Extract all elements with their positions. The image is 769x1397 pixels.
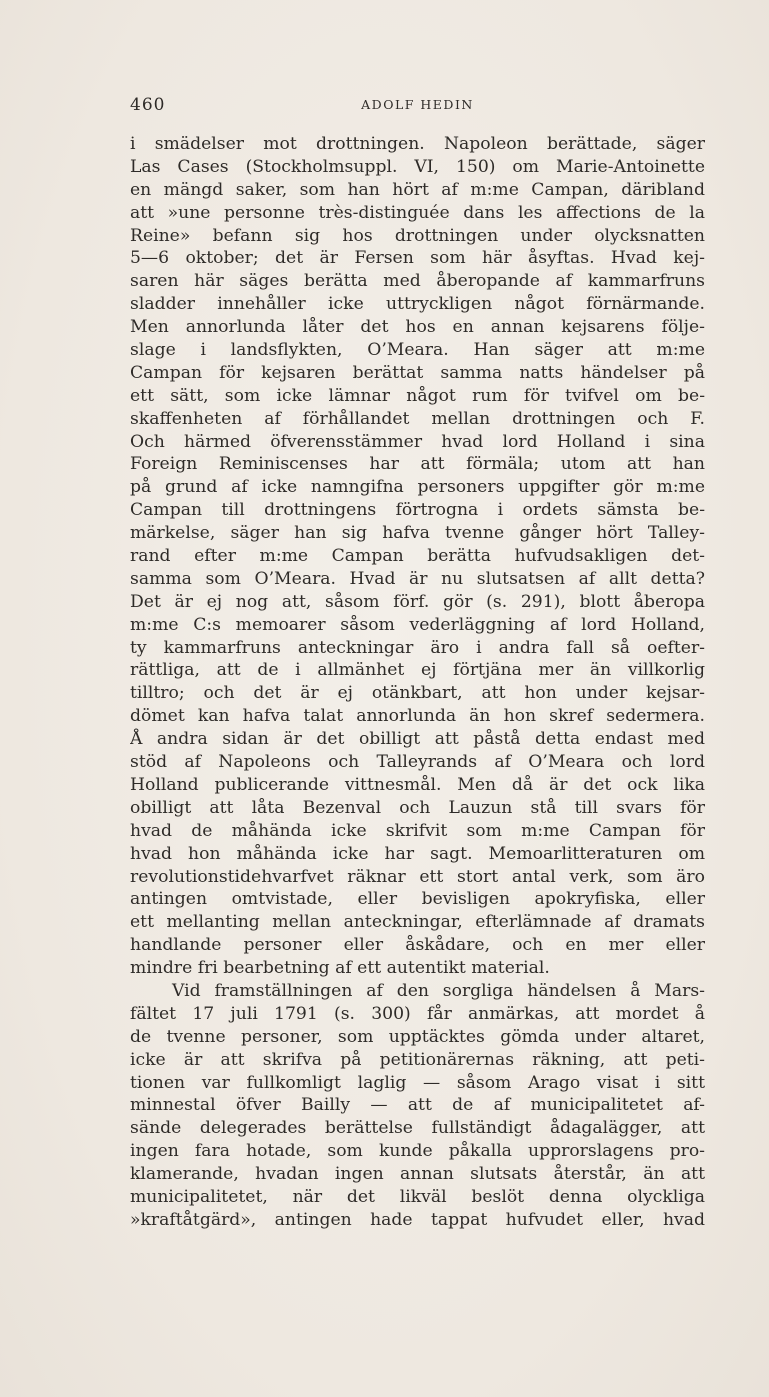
text-line: ett mellanting mellan anteckningar, efterlämnade af dramats [130, 912, 705, 933]
text-line: Reine» befann sig hos drottningen under olycksnatten [130, 225, 705, 246]
text-line: revolutionstidehvarfvet räknar ett stort antal verk, som äro [130, 866, 705, 887]
text-line: att »une personne très-distinguée dans les affections de la [130, 202, 705, 223]
text-line: Holland publicerande vittnesmål. Men då är det ock lika [130, 774, 705, 795]
text-line: slage i landsflykten, O’Meara. Han säger att m:me [130, 340, 705, 361]
text-line: dömet kan hafva talat annorlunda än hon skref sedermera. [130, 706, 705, 727]
text-line: Foreign Reminiscenses har att förmäla; utom att han [130, 454, 705, 475]
text-line: Vid framställningen af den sorgliga händelsen å Mars- [172, 980, 705, 1001]
text-line: ett sätt, som icke lämnar något rum för tvifvel om be- [130, 385, 705, 406]
text-line: handlande personer eller åskådare, och en mer eller [130, 935, 705, 956]
text-line: sände delegerades berättelse fullständigt ådagalägger, att [130, 1118, 705, 1139]
text-line: rand efter m:me Campan berätta hufvudsakligen det- [130, 546, 705, 567]
page-number: 460 [130, 95, 166, 115]
text-line: m:me C:s memoarer såsom vederläggning af lord Holland, [130, 614, 705, 635]
text-line: sladder innehåller icke uttryckligen något förnärmande. [130, 294, 705, 315]
text-line: »kraftåtgärd», antingen hade tappat hufvudet eller, hvad [130, 1209, 705, 1230]
text-line: Och härmed öfverensstämmer hvad lord Holland i sina [130, 431, 705, 452]
running-head [130, 95, 705, 117]
text-line: tionen var fullkomligt laglig — såsom Arago visat i sitt [130, 1072, 705, 1093]
text-line: obilligt att låta Bezenval och Lauzun stå till svars för [130, 797, 705, 818]
text-line: 5—6 oktober; det är Fersen som här åsyftas. Hvad kej- [130, 248, 705, 269]
text-line: Campan för kejsaren berättat samma natts händelser på [130, 362, 705, 383]
text-line: mindre fri bearbetning af ett autentikt material. [130, 958, 550, 979]
text-line: rättliga, att de i allmänhet ej förtjäna mer än villkorlig [130, 660, 705, 681]
text-line: samma som O’Meara. Hvad är nu slutsatsen af allt detta? [130, 568, 705, 589]
text-line: en mängd saker, som han hört af m:me Campan, däribland [130, 179, 705, 200]
text-line: fältet 17 juli 1791 (s. 300) får anmärkas, att mordet å [130, 1003, 705, 1024]
text-line: hvad hon måhända icke har sagt. Memoarlitteraturen om [130, 843, 705, 864]
text-line: de tvenne personer, som upptäcktes gömda under altaret, [130, 1026, 705, 1047]
text-line: saren här säges berätta med åberopande af kammarfruns [130, 271, 705, 292]
text-line: Å andra sidan är det obilligt att påstå detta endast med [130, 729, 705, 750]
text-line: skaffenheten af förhållandet mellan drottningen och F. [130, 408, 705, 429]
text-line: klamerande, hvadan ingen annan slutsats återstår, än att [130, 1164, 705, 1185]
text-line: ty kammarfruns anteckningar äro i andra fall så oefter- [130, 637, 705, 658]
text-line: ingen fara hotade, som kunde påkalla upprorslagens pro- [130, 1141, 705, 1162]
text-line: antingen omtvistade, eller bevisligen apokryfiska, eller [130, 889, 705, 910]
text-line: i smädelser mot drottningen. Napoleon berättade, säger [130, 134, 705, 154]
running-title: ADOLF HEDIN [361, 97, 474, 112]
text-line: icke är att skrifva på petitionärernas räkning, att peti- [130, 1049, 705, 1070]
body-text [130, 133, 705, 1232]
text-line: på grund af icke namngifna personers uppgifter gör m:me [130, 477, 705, 498]
text-line: Campan till drottningens förtrogna i ordets sämsta be- [130, 500, 705, 521]
text-line: Men annorlunda låter det hos en annan kejsarens följe- [130, 317, 705, 338]
text-line: märkelse, säger han sig hafva tvenne gånger hört Talley- [130, 523, 705, 544]
text-line: stöd af Napoleons och Talleyrands af O’Meara och lord [130, 752, 705, 773]
text-line: tilltro; och det är ej otänkbart, att hon under kejsar- [130, 683, 705, 704]
text-line: municipalitetet, när det likväl beslöt denna olyckliga [130, 1186, 705, 1207]
text-line: hvad de måhända icke skrifvit som m:me Campan för [130, 820, 705, 841]
text-line: Det är ej nog att, såsom förf. gör (s. 291), blott åberopa [130, 591, 705, 612]
text-line: Las Cases (Stockholmsuppl. VI, 150) om Marie-Antoinette [130, 156, 705, 177]
text-line: minnestal öfver Bailly — att de af municipalitetet af- [130, 1095, 705, 1116]
